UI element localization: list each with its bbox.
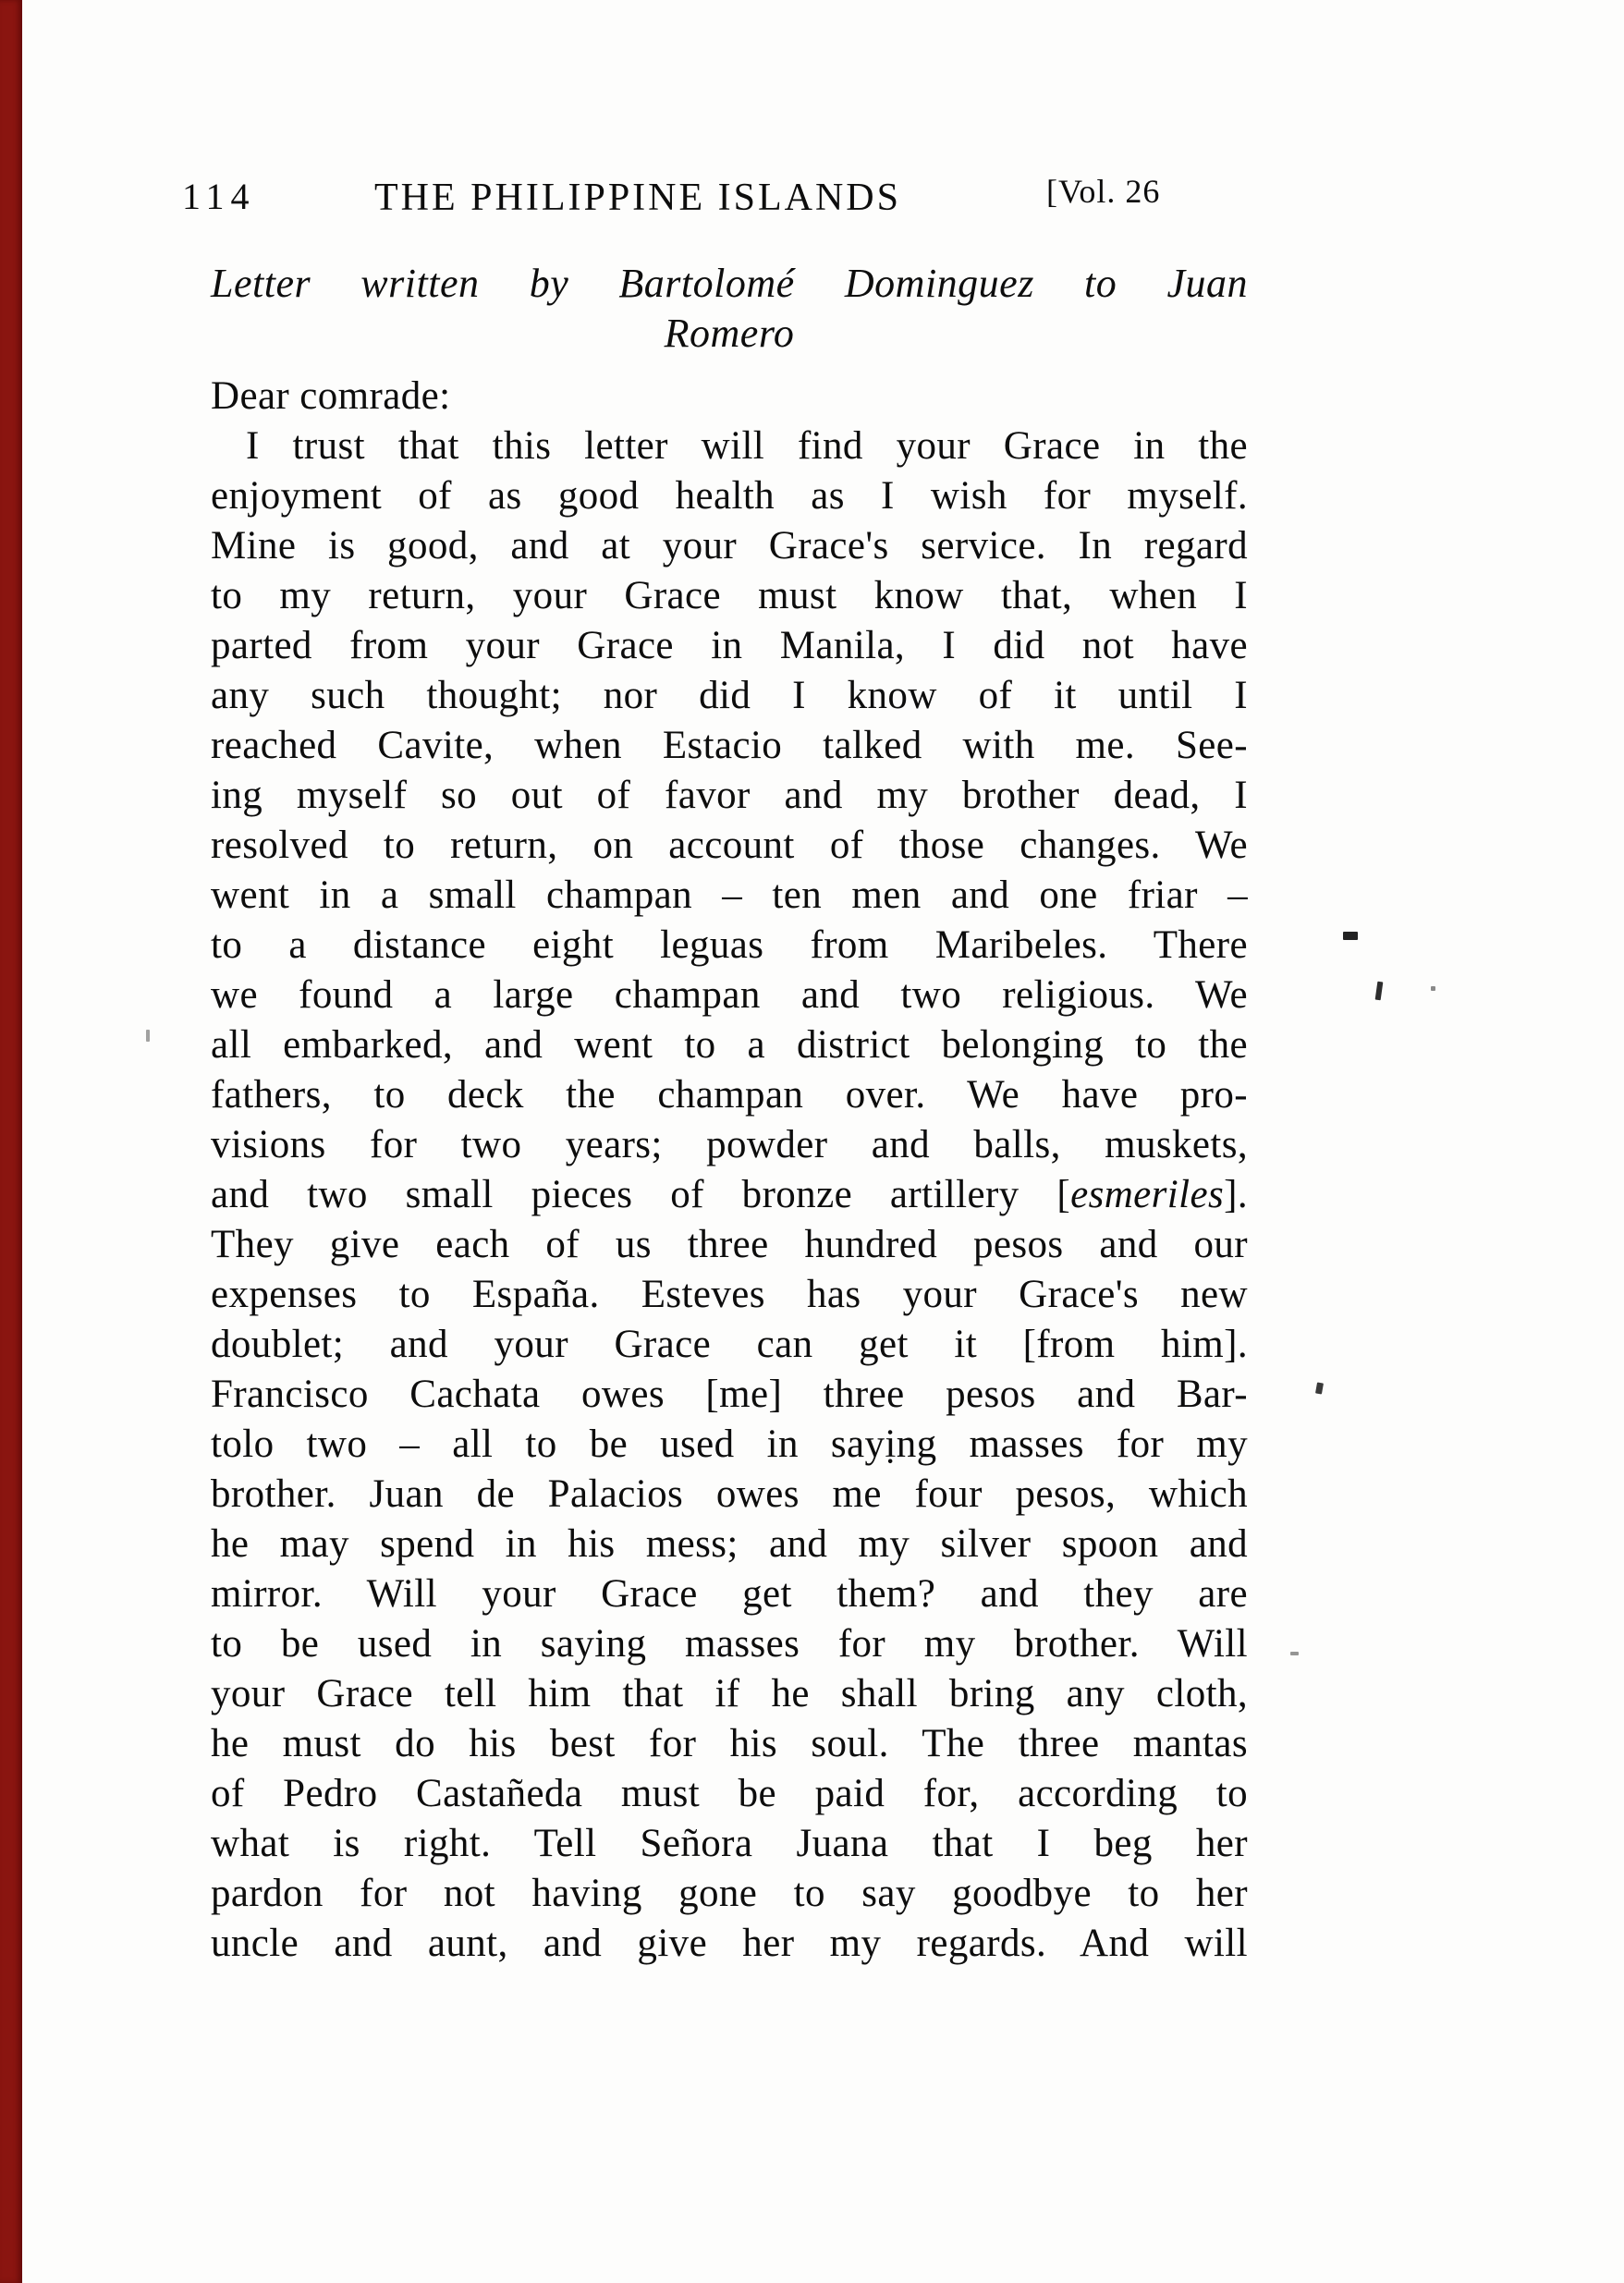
body-line-19: expenses to España. Esteves has your Grace's new: [211, 1273, 1248, 1316]
body-line-9: ing myself so out of favor and my brother dead, I: [211, 774, 1248, 817]
body-line-7: any such thought; nor did I know of it until I: [211, 674, 1248, 717]
body-line-23: brother. Juan de Palacios owes me four pesos, which: [211, 1472, 1248, 1516]
body-line-30: what is right. Tell Señora Juana that I beg her: [211, 1822, 1248, 1865]
italic-term: esmeriles: [1070, 1173, 1225, 1216]
body-line-1: Dear comrade:: [211, 374, 451, 418]
running-header-title: THE PHILIPPINE ISLANDS: [374, 177, 901, 219]
body-line-14: all embarked, and went to a district belonging to the: [211, 1023, 1248, 1067]
body-line-16: visions for two years; powder and balls, muskets,: [211, 1123, 1248, 1166]
body-line-5: to my return, your Grace must know that, when I: [211, 574, 1248, 617]
body-line-6: parted from your Grace in Manila, I did not have: [211, 624, 1248, 667]
body-line-3: enjoyment of as good health as I wish for myself.: [211, 474, 1248, 518]
body-line-12: to a distance eight leguas from Maribeles. There: [211, 923, 1248, 967]
scan-speck-2: [1375, 982, 1384, 1001]
body-line-18: They give each of us three hundred pesos and our: [211, 1223, 1248, 1266]
body-line-27: your Grace tell him that if he shall bring any cloth,: [211, 1672, 1248, 1715]
scan-speck-1: [1343, 932, 1358, 940]
body-line-2: I trust that this letter will find your Grace in the: [246, 424, 1248, 468]
book-binding-edge: [0, 0, 22, 2283]
body-line-25: mirror. Will your Grace get them? and they are: [211, 1572, 1248, 1616]
body-line-26: to be used in saying masses for my brother. Will: [211, 1622, 1248, 1666]
body-line-17: [211, 1170, 1248, 1220]
body-line-29: of Pedro Castañeda must be paid for, according to: [211, 1772, 1248, 1815]
body-line-8: reached Cavite, when Estacio talked with me. See-: [211, 724, 1248, 767]
scan-speck-6: [146, 1030, 150, 1042]
scan-speck-4: [1315, 1382, 1324, 1394]
body-line-31: pardon for not having gone to say goodbye to her: [211, 1872, 1248, 1915]
body-line-11: went in a small champan – ten men and one friar –: [211, 873, 1248, 917]
page-number: 114: [182, 176, 256, 217]
scan-speck-3: [1431, 986, 1435, 991]
body-line-22: tolo two – all to be used in sayịng masses for my: [211, 1422, 1248, 1466]
scan-speck-5: [1290, 1652, 1299, 1655]
letter-title-line1: Letter written by Bartolomé Dominguez to Juan: [211, 261, 1248, 306]
letter-title-line2: Romero: [664, 311, 795, 356]
body-line-28: he must do his best for his soul. The three mantas: [211, 1722, 1248, 1765]
plain-text: ].: [1224, 1173, 1248, 1216]
body-line-10: resolved to return, on account of those changes. We: [211, 824, 1248, 867]
volume-label: [Vol. 26: [1046, 173, 1161, 210]
plain-text: and two small pieces of bronze artillery [: [211, 1173, 1071, 1216]
text-column: [211, 259, 1248, 1969]
body-line-20: doublet; and your Grace can get it [from him].: [211, 1323, 1248, 1366]
body-line-21: Francisco Cachata owes [me] three pesos and Bar-: [211, 1373, 1248, 1416]
body-line-4: Mine is good, and at your Grace's service. In regard: [211, 524, 1248, 568]
body-line-13: we found a large champan and two religious. We: [211, 973, 1248, 1017]
body-line-24: he may spend in his mess; and my silver spoon and: [211, 1522, 1248, 1566]
body-line-32: uncle and aunt, and give her my regards. And will: [211, 1922, 1248, 1965]
body-line-15: fathers, to deck the champan over. We have pro-: [211, 1073, 1248, 1117]
letter-body: [211, 372, 1248, 1969]
